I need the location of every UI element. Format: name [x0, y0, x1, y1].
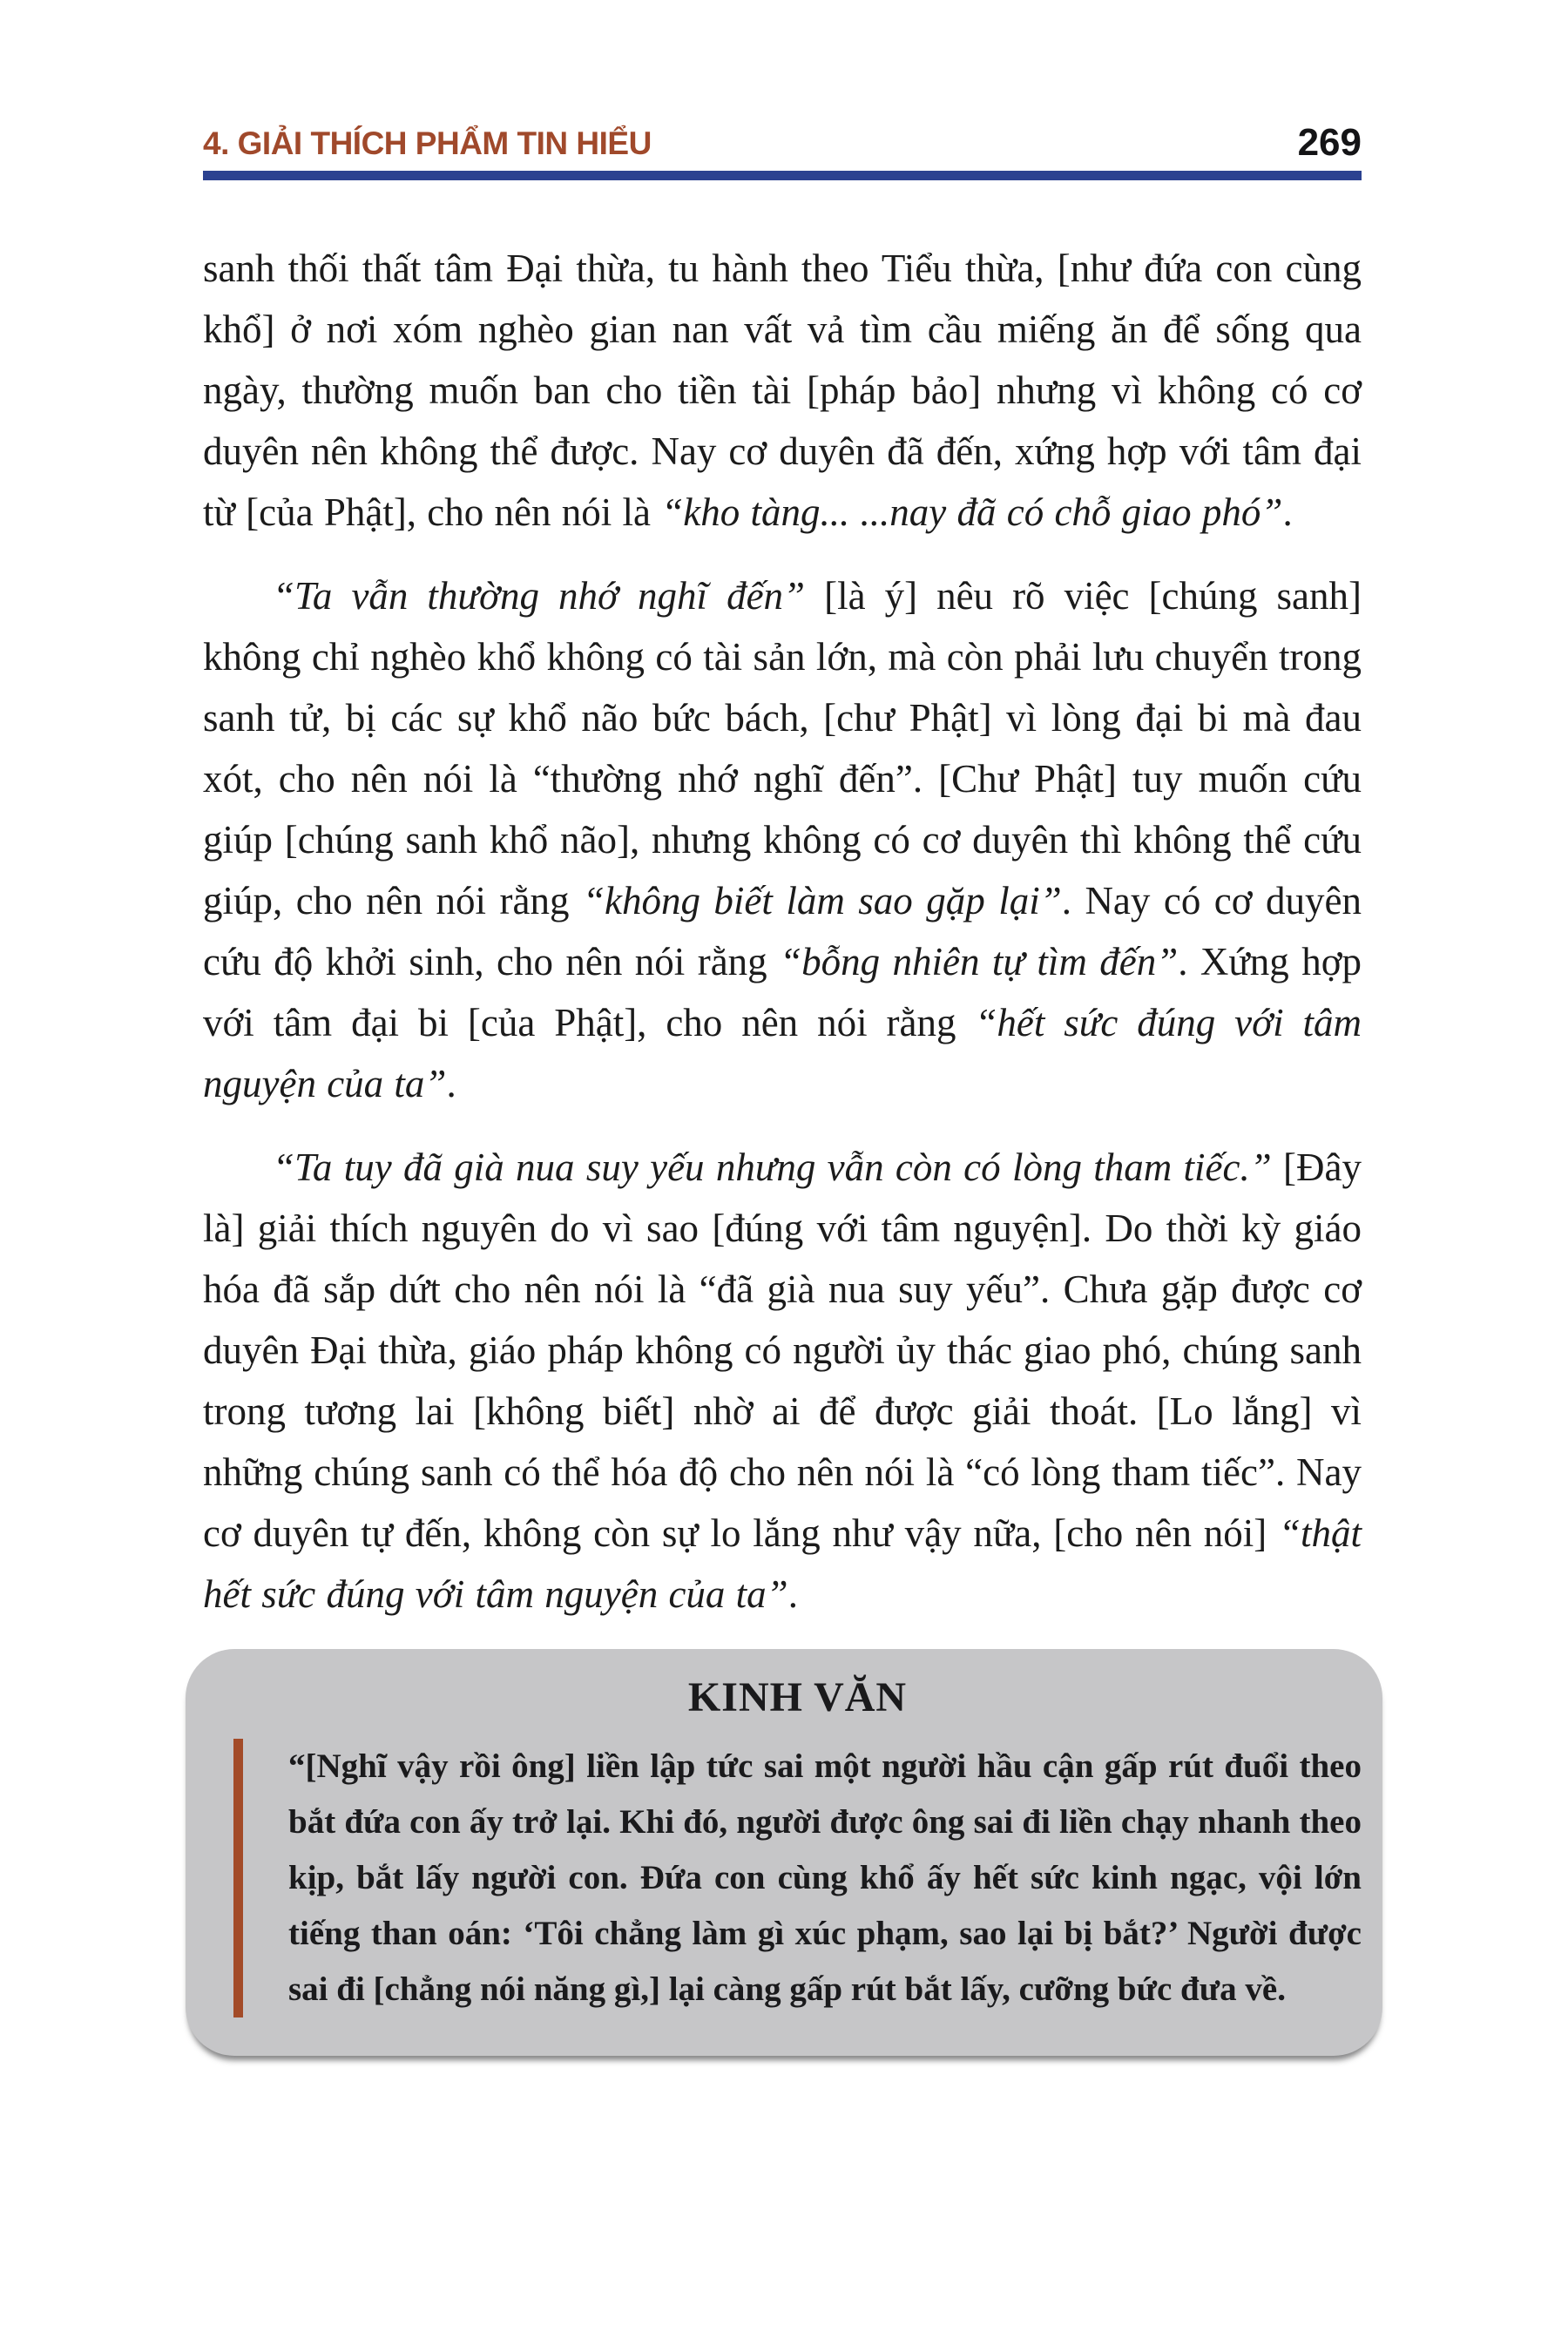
quoted-phrase: “Ta tuy đã già nua suy yếu nhưng vẫn còn có lòng tham tiếc.”: [273, 1146, 1272, 1189]
paragraph-text: [là ý] nêu rõ việc [chúng sanh] không chỉ nghèo khổ không có tài sản lớn, mà còn phải lưu chuyển trong sanh tử, bị các sự khổ não bức bách, [chư Phật] vì lòng đại bi mà đau xót, cho nên nói là “thường nhớ nghĩ đến”. [Chư Phật] tuy muốn cứu giúp [chúng sanh khổ não], nhưng không có cơ duyên thì không thể cứu giúp, cho nên nói rằng: [203, 574, 1362, 923]
body-text: [203, 238, 1362, 1625]
paragraph-text: . Xứng hợp với tâm đại bi [của Phật], cho nên nói rằng: [203, 940, 1362, 1044]
kinh-van-box: [186, 1649, 1382, 2056]
page-number: 269: [1297, 121, 1362, 164]
paragraph-text: . Nay có cơ duyên cứu độ khởi sinh, cho nên nói rằng: [203, 879, 1362, 983]
quoted-phrase: “kho tàng... ...nay đã có chỗ giao phó”: [661, 490, 1283, 534]
paragraph-text: .: [787, 1572, 798, 1616]
paragraph-text: sanh thối thất tâm Đại thừa, tu hành theo Tiểu thừa, [như đứa con cùng khổ] ở nơi xóm nghèo gian nan vất vả tìm cầu miếng ăn để sống qua ngày, thường muốn ban cho tiền tài [pháp bảo] nhưng vì không có cơ duyên nên không thể được. Nay cơ duyên đã đến, xứng hợp với tâm đại từ [của Phật], cho nên nói là: [203, 247, 1362, 534]
quoted-phrase: “hết sức đúng với tâm nguyện của ta”: [203, 1001, 1362, 1105]
quoted-phrase: “Ta vẫn thường nhớ nghĩ đến”: [273, 574, 806, 618]
quoted-phrase: “không biết làm sao gặp lại”: [582, 879, 1062, 923]
kinh-van-quote: “[Nghĩ vậy rồi ông] liền lập tức sai một người hầu cận gấp rút đuổi theo bắt đứa con ấy trở lại. Khi đó, người được ông sai đi liền chạy nhanh theo kịp, bắt lấy người con. Đứa con cùng khổ ấy hết sức kinh ngạc, vội lớn tiếng than oán: ‘Tôi chẳng làm gì xúc phạm, sao lại bị bắt?’ Người được sai đi [chẳng nói năng gì,] lại càng gấp rút bắt lấy, cưỡng bức đưa về.: [233, 1739, 1362, 2017]
page-header: [203, 0, 1362, 180]
quoted-phrase: “bỗng nhiên tự tìm đến”: [780, 940, 1179, 983]
body-paragraph: [203, 238, 1362, 543]
paragraph-text: .: [1282, 490, 1293, 534]
body-paragraph: [203, 565, 1362, 1114]
body-paragraph: [203, 1137, 1362, 1625]
kinh-van-title: KINH VĂN: [687, 1674, 908, 1720]
paragraph-text: [Đây là] giải thích nguyên do vì sao [đúng với tâm nguyện]. Do thời kỳ giáo hóa đã sắp dứt cho nên nói là “đã già nua suy yếu”. Chưa gặp được cơ duyên Đại thừa, giáo pháp không có người ủy thác giao phó, chúng sanh trong tương lai [không biết] nhờ ai để được giải thoát. [Lo lắng] vì những chúng sanh có thể hóa độ cho nên nói là “có lòng tham tiếc”. Nay cơ duyên tự đến, không còn sự lo lắng như vậy nữa, [cho nên nói]: [203, 1146, 1362, 1555]
quoted-phrase: “thật hết sức đúng với tâm nguyện của ta”: [203, 1511, 1362, 1616]
paragraph-text: .: [446, 1062, 456, 1105]
header-rule: [203, 171, 1362, 180]
chapter-title: 4. GIẢI THÍCH PHẨM TIN HIỂU: [203, 125, 652, 161]
